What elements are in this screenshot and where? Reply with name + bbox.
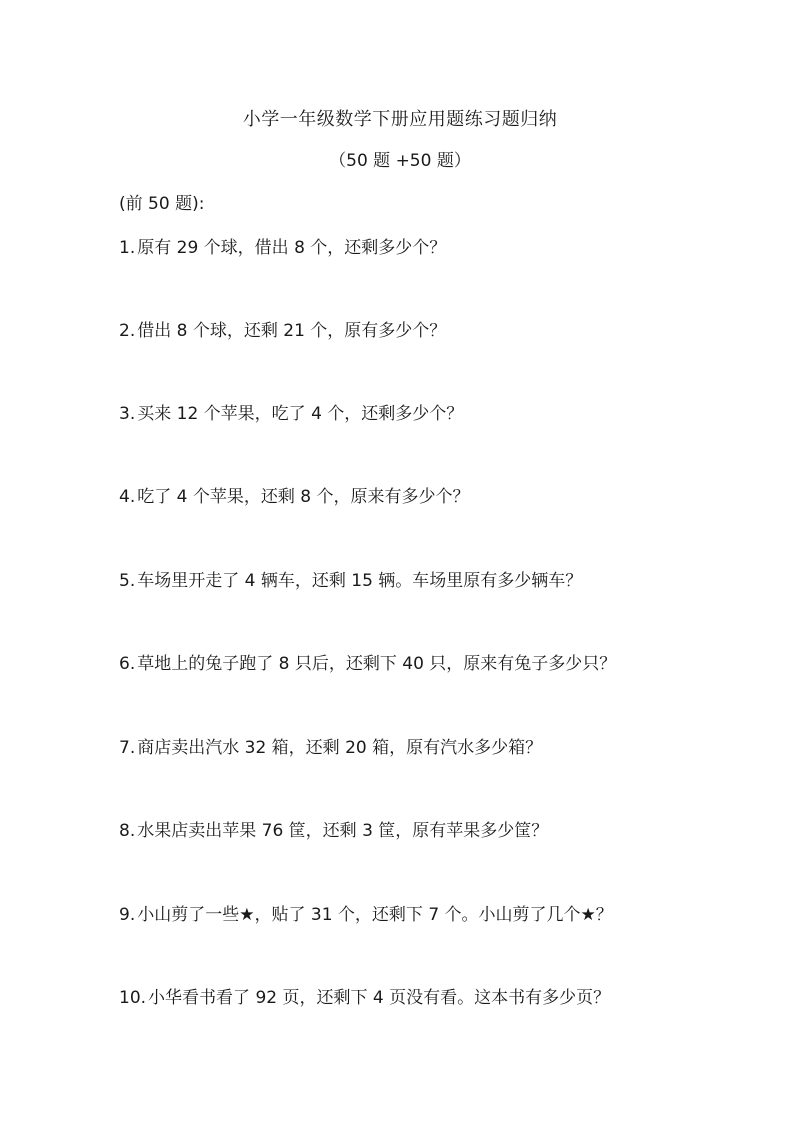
question-number: 5.	[119, 571, 136, 591]
question-text: 吃了 4 个苹果，还剩 8 个，原来有多少个？	[137, 487, 470, 507]
question-text: 车场里开走了 4 辆车，还剩 15 辆。车场里原有多少辆车？	[137, 571, 583, 591]
question-8	[119, 819, 548, 843]
question-text: 小山剪了一些★，贴了 31 个，还剩下 7 个。小山剪了几个★？	[137, 905, 613, 925]
question-9	[119, 903, 613, 927]
document-title: 小学一年级数学下册应用题练习题归纳	[242, 109, 558, 130]
question-text: 水果店卖出苹果 76 筐，还剩 3 筐，原有苹果多少筐？	[137, 821, 549, 841]
question-number: 1.	[119, 238, 136, 258]
question-6	[119, 652, 616, 676]
question-text: 原有 29 个球，借出 8 个，还剩多少个？	[137, 238, 447, 258]
question-number: 3.	[119, 404, 136, 424]
question-1	[119, 236, 446, 260]
question-7	[119, 736, 542, 760]
question-text: 小华看书看了 92 页，还剩下 4 页没有看。这本书有多少页？	[148, 988, 611, 1008]
question-5	[119, 569, 582, 593]
question-text: 借出 8 个球，还剩 21 个，原有多少个？	[137, 321, 447, 341]
question-10	[119, 986, 610, 1010]
question-number: 6.	[119, 654, 136, 674]
section-label: (前 50 题):	[119, 194, 205, 214]
question-number: 10.	[119, 988, 147, 1008]
question-number: 7.	[119, 738, 136, 758]
question-3	[119, 402, 463, 426]
question-text: 商店卖出汽水 32 箱，还剩 20 箱，原有汽水多少箱？	[137, 738, 543, 758]
question-number: 2.	[119, 321, 136, 341]
question-text: 草地上的兔子跑了 8 只后，还剩下 40 只，原来有兔子多少只？	[137, 654, 617, 674]
question-number: 8.	[119, 821, 136, 841]
question-4	[119, 485, 469, 509]
document-subtitle: （50 题 +50 题）	[329, 151, 471, 171]
question-number: 9.	[119, 905, 136, 925]
question-number: 4.	[119, 487, 136, 507]
question-text: 买来 12 个苹果，吃了 4 个，还剩多少个？	[137, 404, 464, 424]
question-2	[119, 319, 446, 343]
